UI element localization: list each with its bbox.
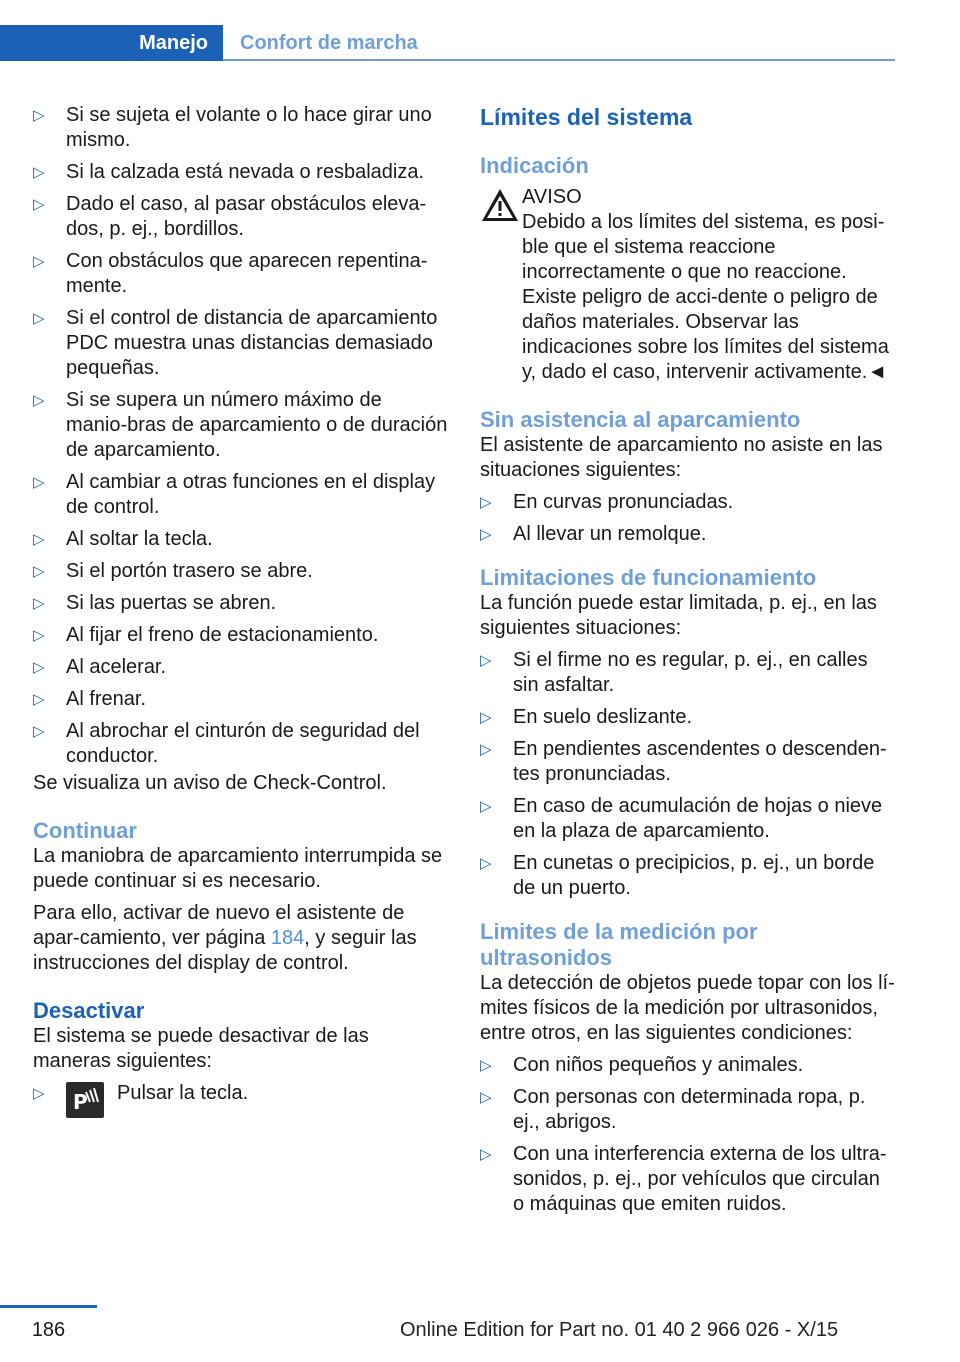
page-link-184[interactable]: 184 — [270, 927, 305, 949]
sin-asistencia-paragraph: El asistente de aparcamiento no asiste en las situaciones siguientes: — [480, 434, 883, 481]
triangle-bullet-icon: ▷ — [480, 494, 492, 511]
triangle-bullet-icon: ▷ — [33, 196, 45, 213]
list-item: ▷ Al fijar el freno de estacionamiento. — [33, 624, 379, 646]
desactivar-paragraph: El sistema se puede desactivar de las maneras siguientes: — [33, 1025, 369, 1072]
tab-manejo[interactable]: Manejo — [0, 25, 223, 61]
heading-ultrasonidos: Limites de la medición por ultrasonidos — [480, 919, 758, 970]
triangle-bullet-icon: ▷ — [33, 659, 45, 676]
triangle-bullet-icon: ▷ — [480, 1146, 492, 1163]
list-item: ▷ En curvas pronunciadas. — [480, 491, 734, 513]
triangle-bullet-icon: ▷ — [33, 595, 45, 612]
list-item: ▷ Si el control de distancia de aparcamiento PDC muestra unas distancias demasiado pequeñas. — [33, 307, 438, 379]
list-item: ▷ Con niños pequeños y animales. — [480, 1054, 804, 1076]
continuar-paragraph-1: La maniobra de aparcamiento interrumpida se puede continuar si es necesario. — [33, 845, 443, 892]
heading-continuar: Continuar — [33, 818, 137, 843]
warning-block — [480, 185, 895, 385]
svg-text:P: P — [73, 1090, 88, 1114]
triangle-bullet-icon: ▷ — [33, 392, 45, 409]
list-item: ▷ Si se sujeta el volante o lo hace girar uno mismo. — [33, 104, 432, 151]
triangle-bullet-icon: ▷ — [33, 531, 45, 548]
heading-sin-asistencia: Sin asistencia al aparcamiento — [480, 407, 801, 432]
heading-indicacion: Indicación — [480, 153, 589, 178]
limitaciones-paragraph: La función puede estar limitada, p. ej., en las siguientes situaciones: — [480, 592, 877, 639]
list-item: ▷ Dado el caso, al pasar obstáculos eleva-dos, p. ej., bordillos. — [33, 193, 427, 240]
list-item: ▷ Si el portón trasero se abre. — [33, 560, 313, 582]
right-column — [480, 103, 895, 1224]
bullet-list-limitaciones — [480, 648, 895, 901]
triangle-bullet-icon: ▷ — [33, 107, 45, 124]
check-control-note: Se visualiza un aviso de Check-Control. — [33, 772, 387, 794]
list-item: ▷ Si la calzada está nevada o resbaladiza. — [33, 161, 425, 183]
heading-desactivar: Desactivar — [33, 998, 145, 1023]
footer-divider — [0, 1305, 97, 1308]
bullet-list-sin-asistencia — [480, 490, 895, 547]
edition-footer: Online Edition for Part no. 01 40 2 966 026 - X/15 — [400, 1319, 839, 1341]
list-item: ▷ Si el firme no es regular, p. ej., en calles sin asfaltar. — [480, 649, 868, 696]
list-item: ▷ En pendientes ascendentes o descenden-tes pronunciadas. — [480, 738, 887, 785]
list-item: ▷ Al soltar la tecla. — [33, 528, 213, 550]
left-column — [33, 103, 448, 1121]
triangle-bullet-icon: ▷ — [480, 526, 492, 543]
list-item: ▷ Si se supera un número máximo de manio-bras de aparcamiento o de duración de aparcamiento. — [33, 389, 448, 461]
bullet-list-top — [33, 103, 448, 769]
list-item: ▷ Al abrochar el cinturón de seguridad del conductor. — [33, 720, 420, 767]
list-item — [33, 1081, 448, 1121]
triangle-bullet-icon: ▷ — [480, 798, 492, 815]
key-label: Pulsar la tecla. — [117, 1082, 249, 1104]
list-item: ▷ Al cambiar a otras funciones en el display de control. — [33, 471, 436, 518]
triangle-bullet-icon: ▷ — [480, 1057, 492, 1074]
list-item: ▷ Con una interferencia externa de los ultra-sonidos, p. ej., por vehículos que circulan o máquinas que emiten ruidos. — [480, 1143, 887, 1215]
heading-limitaciones: Limitaciones de funcionamiento — [480, 565, 817, 590]
triangle-bullet-icon: ▷ — [480, 1089, 492, 1106]
triangle-bullet-icon: ▷ — [480, 855, 492, 872]
header-divider — [223, 59, 895, 61]
tab-confort-de-marcha[interactable]: Confort de marcha — [240, 32, 418, 54]
park-assist-button-icon — [66, 1082, 104, 1118]
triangle-bullet-icon: ▷ — [33, 253, 45, 270]
triangle-bullet-icon: ▷ — [33, 691, 45, 708]
list-item: ▷ Si las puertas se abren. — [33, 592, 277, 614]
triangle-bullet-icon: ▷ — [33, 164, 45, 181]
heading-limites-del-sistema: Límites del sistema — [480, 104, 693, 130]
triangle-bullet-icon: ▷ — [33, 310, 45, 327]
continuar-paragraph-2: Para ello, activar de nuevo el asistente de apar-camiento, ver página 184, y seguir las instrucciones del display de control. — [33, 902, 417, 974]
list-item: ▷ Al frenar. — [33, 688, 147, 710]
list-item: ▷ Con obstáculos que aparecen repentina-mente. — [33, 250, 428, 297]
triangle-bullet-icon: ▷ — [33, 474, 45, 491]
triangle-bullet-icon: ▷ — [480, 652, 492, 669]
warning-text: Debido a los límites del sistema, es posi-ble que el sistema reaccione incorrectamente o que no reaccione. Existe peligro de acci-dente o peligro de daños materiales. Observar las indicaciones sobre los límites del sistema y, dado el caso, intervenir activamente.◄ — [522, 211, 889, 383]
list-item: ▷ En caso de acumulación de hojas o nieve en la plaza de aparcamiento. — [480, 795, 883, 842]
triangle-bullet-icon: ▷ — [480, 709, 492, 726]
bullet-list-ultrasonidos — [480, 1053, 895, 1217]
triangle-bullet-icon: ▷ — [33, 723, 45, 740]
warning-title: AVISO — [522, 186, 582, 208]
list-item: ▷ Al llevar un remolque. — [480, 523, 707, 545]
header-bar — [0, 25, 895, 61]
list-item: ▷ En cunetas o precipicios, p. ej., un borde de un puerto. — [480, 852, 875, 899]
list-item: ▷ Con personas con determinada ropa, p. ej., abrigos. — [480, 1086, 866, 1133]
triangle-bullet-icon: ▷ — [33, 563, 45, 580]
ultrasonidos-paragraph: La detección de objetos puede topar con los lí-mites físicos de la medición por ultrasonidos, entre otros, en las siguientes condiciones: — [480, 972, 895, 1044]
triangle-bullet-icon: ▷ — [33, 627, 45, 644]
triangle-bullet-icon: ▷ — [480, 741, 492, 758]
triangle-bullet-icon: ▷ — [33, 1085, 45, 1102]
warning-triangle-icon — [480, 187, 520, 223]
list-item: ▷ En suelo deslizante. — [480, 706, 693, 728]
list-item: ▷ Al acelerar. — [33, 656, 167, 678]
page-number: 186 — [31, 1319, 66, 1341]
